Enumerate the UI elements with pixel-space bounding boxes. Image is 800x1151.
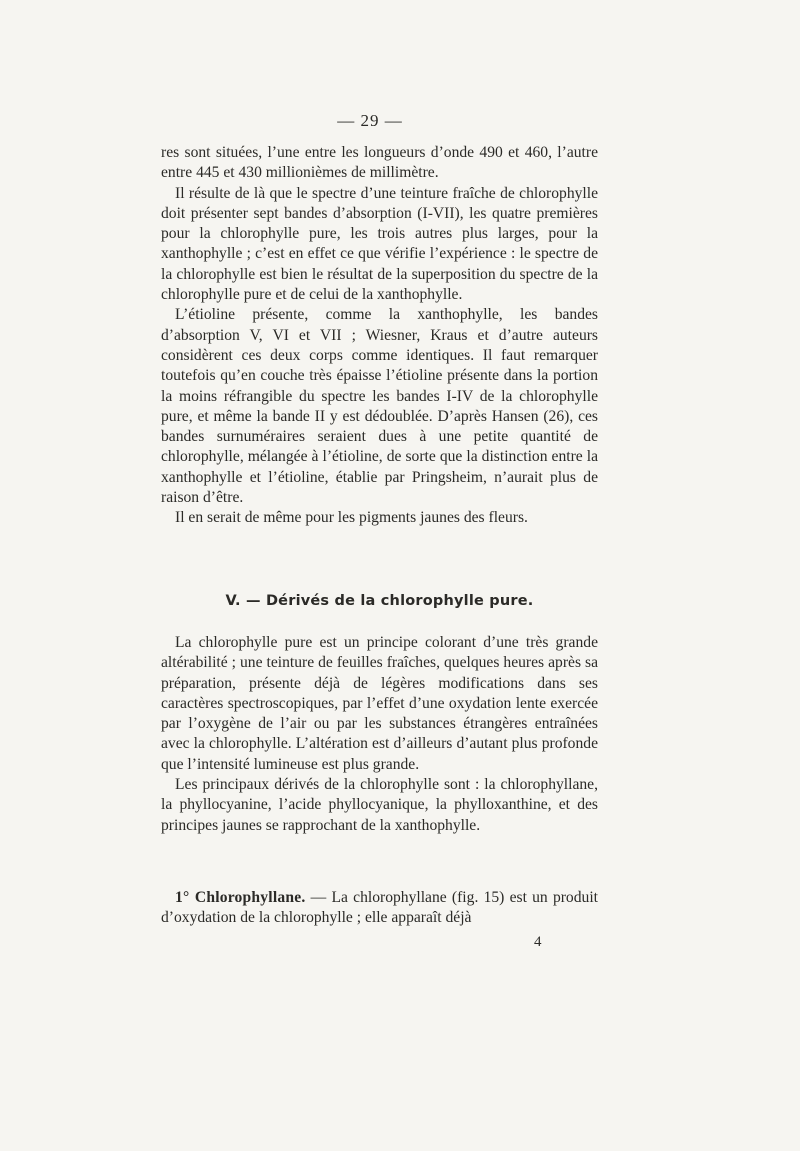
paragraph-etioline: L’étioline présente, comme la xanthophylle, les bandes d’absorption V, VI et VII ; Wiesner, Kraus et d’autre auteurs considèrent ces deux corps comme identiques. Il faut remarquer toutefois qu’en couche très épaisse l’étioline présente dans la portion la moins réfrangible du spectre les bandes I-IV de la chlorophylle pure, et même la bande II y est dédoublée. D’après Hansen (26), ces bandes surnuméraires seraient dues à une petite quantité de chlorophylle, mélangée à l’étioline, de sorte que la distinction entre la xanthophylle et l’étioline, établie par Pringsheim, n’aurait plus de raison d’être. bbox=[161, 306, 598, 507]
subsection-text bbox=[161, 888, 598, 929]
body-text-block bbox=[161, 143, 598, 529]
subsection-title: 1° Chlorophyllane. bbox=[175, 889, 306, 906]
paragraph-chlorophyllane bbox=[161, 888, 598, 929]
page-number: — 29 — bbox=[337, 111, 403, 130]
section-heading: V. — Dérivés de la chlorophylle pure. bbox=[225, 593, 534, 609]
paragraph-flower-pigments: Il en serait de même pour les pigments jaunes des fleurs. bbox=[175, 509, 528, 527]
signature-mark: 4 bbox=[534, 934, 542, 950]
section-body-text bbox=[161, 633, 598, 836]
paragraph-alterability: La chlorophylle pure est un principe colorant d’une très grande altérabilité ; une teinture de feuilles fraîches, quelques heures après sa préparation, présente déjà de légères modifications dans ses caractères spectroscopiques, par l’effet d’une oxydation lente exercée par l’oxygène de l’air ou par les substances étrangères entraînées avec la chlorophylle. L’altération est d’ailleurs d’autant plus profonde que l’intensité lumineuse est plus grande. bbox=[161, 634, 598, 773]
paragraph-derivatives: Les principaux dérivés de la chlorophylle sont : la chlorophyllane, la phyllocyanine, l’acide phyllocyanique, la phylloxanthine, et des principes jaunes se rapprochant de la xanthophylle. bbox=[161, 776, 598, 834]
paragraph-continuation: res sont situées, l’une entre les longueurs d’onde 490 et 460, l’autre entre 445 et 430 millionièmes de millimètre. bbox=[161, 144, 598, 182]
paragraph-seven-bands: Il résulte de là que le spectre d’une teinture fraîche de chlorophylle doit présenter sept bandes d’absorption (I-VII), les quatre premières pour la chlorophylle pure, les trois autres plus larges, pour la xanthophylle ; c’est en effet ce que vérifie l’expérience : le spectre de la chlorophylle est bien le résultat de la superposition du spectre de la chlorophylle pure et de celui de la xanthophylle. bbox=[161, 184, 598, 304]
subsection-text-rest: — La chlorophyllane (fig. 15) est un produit d’oxydation de la chlorophylle ; elle apparaît déjà bbox=[161, 889, 598, 927]
